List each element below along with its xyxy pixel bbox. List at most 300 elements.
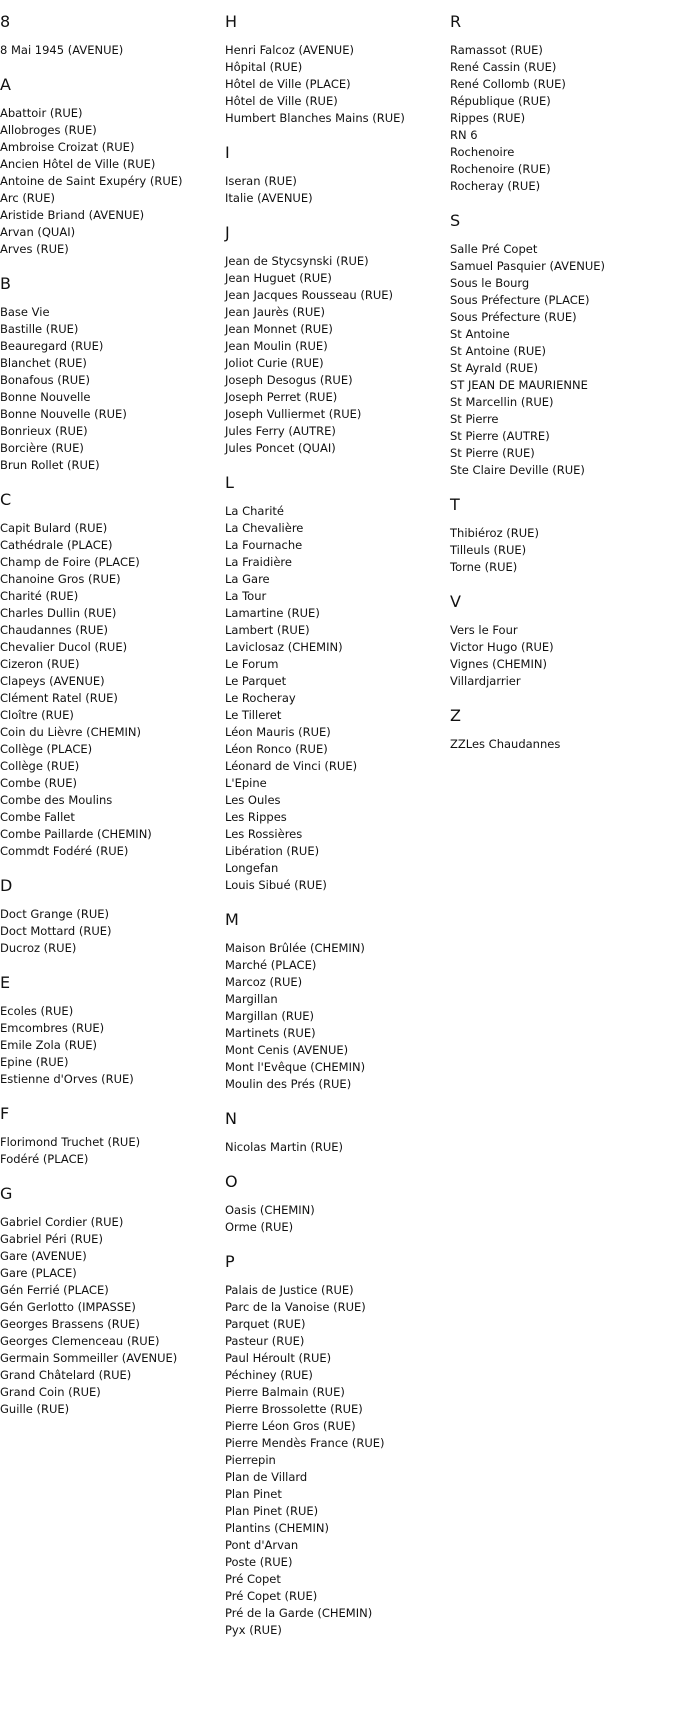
street-link[interactable]: Marcoz (RUE)	[225, 975, 303, 989]
list-item	[225, 792, 447, 809]
list-item	[225, 1605, 447, 1622]
list-item	[225, 1076, 447, 1093]
street-link[interactable]: St Pierre (AUTRE)	[450, 429, 550, 443]
street-link[interactable]: Jean de Stycsynski (RUE)	[225, 254, 369, 268]
street-link[interactable]: Oasis (CHEMIN)	[225, 1203, 315, 1217]
street-link[interactable]: St Antoine (RUE)	[450, 344, 547, 358]
street-link[interactable]: Parc de la Vanoise (RUE)	[225, 1300, 366, 1314]
list-item	[225, 843, 447, 860]
street-link[interactable]: Clément Ratel (RUE)	[0, 691, 118, 705]
street-link[interactable]: Torne (RUE)	[450, 560, 518, 574]
street-link[interactable]: Pont d'Arvan	[225, 1538, 299, 1552]
street-link[interactable]: Brun Rollet (RUE)	[0, 458, 100, 472]
street-link[interactable]: Paul Héroult (RUE)	[225, 1351, 332, 1365]
street-link[interactable]: Jean Jaurès (RUE)	[225, 305, 326, 319]
street-link[interactable]: Jean Monnet (RUE)	[225, 322, 333, 336]
street-list	[225, 1139, 447, 1156]
street-link[interactable]: Ecoles (RUE)	[0, 1004, 74, 1018]
list-item	[450, 542, 672, 559]
street-link[interactable]: Arves (RUE)	[0, 242, 69, 256]
street-link[interactable]: Germain Sommeiller (AVENUE)	[0, 1351, 178, 1365]
street-link[interactable]: Georges Brassens (RUE)	[0, 1317, 140, 1331]
list-item	[225, 826, 447, 843]
street-link[interactable]: Florimond Truchet (RUE)	[0, 1135, 141, 1149]
street-link[interactable]: Lamartine (RUE)	[225, 606, 320, 620]
list-item	[225, 673, 447, 690]
list-item	[0, 843, 222, 860]
street-link[interactable]: Pasteur (RUE)	[225, 1334, 305, 1348]
street-link[interactable]: Pierre Mendès France (RUE)	[225, 1436, 385, 1450]
list-item	[0, 372, 222, 389]
list-item	[225, 372, 447, 389]
street-link[interactable]: Péchiney (RUE)	[225, 1368, 313, 1382]
street-link[interactable]: Aristide Briand (AVENUE)	[0, 208, 145, 222]
list-item	[0, 1071, 222, 1088]
street-link[interactable]: Poste (RUE)	[225, 1555, 293, 1569]
street-link[interactable]: Plan Pinet	[225, 1487, 282, 1501]
letter-heading: M	[225, 910, 239, 929]
street-link[interactable]: Nicolas Martin (RUE)	[225, 1140, 344, 1154]
street-link[interactable]: Humbert Blanches Mains (RUE)	[225, 111, 405, 125]
street-link[interactable]: Ambroise Croizat (RUE)	[0, 140, 135, 154]
letter-group	[0, 274, 222, 474]
street-link[interactable]: Allobroges (RUE)	[0, 123, 97, 137]
list-item	[225, 338, 447, 355]
street-link[interactable]: Arvan (QUAI)	[0, 225, 76, 239]
street-list	[0, 42, 222, 59]
street-link[interactable]: Les Rossières	[225, 827, 303, 841]
street-link[interactable]: Henri Falcoz (AVENUE)	[225, 43, 354, 57]
list-item	[450, 258, 672, 275]
street-link[interactable]: Capit Bulard (RUE)	[0, 521, 108, 535]
street-link[interactable]: Pré de la Garde (CHEMIN)	[225, 1606, 373, 1620]
street-link[interactable]: St Antoine	[450, 327, 510, 341]
list-item	[225, 1469, 447, 1486]
street-link[interactable]: Marché (PLACE)	[225, 958, 317, 972]
street-link[interactable]: Joseph Vulliermet (RUE)	[225, 407, 362, 421]
street-link[interactable]: Pierre Brossolette (RUE)	[225, 1402, 363, 1416]
list-item	[225, 622, 447, 639]
street-link[interactable]: Ancien Hôtel de Ville (RUE)	[0, 157, 156, 171]
list-item	[0, 139, 222, 156]
street-link[interactable]: Guille (RUE)	[0, 1402, 70, 1416]
letter-heading: H	[225, 12, 238, 31]
street-link[interactable]: Hôtel de Ville (PLACE)	[225, 77, 351, 91]
street-link[interactable]: La Fournache	[225, 538, 303, 552]
street-link[interactable]: Hôpital (RUE)	[225, 60, 303, 74]
list-item	[225, 809, 447, 826]
list-item	[225, 76, 447, 93]
street-link[interactable]: Georges Clemenceau (RUE)	[0, 1334, 160, 1348]
list-item	[225, 304, 447, 321]
street-link[interactable]: Bonafous (RUE)	[0, 373, 90, 387]
street-link[interactable]: Clapeys (AVENUE)	[0, 674, 105, 688]
street-link[interactable]: Plan de Villard	[225, 1470, 308, 1484]
letter-heading: Z	[450, 706, 461, 725]
street-link[interactable]: RN 6	[450, 128, 478, 142]
list-item	[225, 42, 447, 59]
list-item	[225, 974, 447, 991]
street-link[interactable]: Palais de Justice (RUE)	[225, 1283, 354, 1297]
street-link[interactable]: Chaudannes (RUE)	[0, 623, 108, 637]
street-link[interactable]: Joseph Perret (RUE)	[225, 390, 338, 404]
street-link[interactable]: Plan Pinet (RUE)	[225, 1504, 319, 1518]
street-link[interactable]: Epine (RUE)	[0, 1055, 69, 1069]
street-link[interactable]: Pierre Léon Gros (RUE)	[225, 1419, 356, 1433]
street-link[interactable]: Gabriel Cordier (RUE)	[0, 1215, 124, 1229]
street-link[interactable]: Mont l'Evêque (CHEMIN)	[225, 1060, 366, 1074]
street-list	[450, 525, 672, 576]
list-item	[0, 1401, 222, 1418]
street-link[interactable]: Thibiéroz (RUE)	[450, 526, 539, 540]
list-item	[450, 622, 672, 639]
street-list	[225, 42, 447, 127]
letter-heading: F	[0, 1104, 10, 1123]
list-item	[225, 355, 447, 372]
list-item	[0, 923, 222, 940]
street-link[interactable]: Borcière (RUE)	[0, 441, 84, 455]
list-item	[225, 503, 447, 520]
street-link[interactable]: Margillan	[225, 992, 278, 1006]
street-link[interactable]: Sous Préfecture (RUE)	[450, 310, 577, 324]
letter-group	[450, 12, 672, 195]
list-item	[225, 406, 447, 423]
street-link[interactable]: Léonard de Vinci (RUE)	[225, 759, 358, 773]
list-item	[450, 394, 672, 411]
list-item	[225, 253, 447, 270]
street-link[interactable]: Grand Châtelard (RUE)	[0, 1368, 132, 1382]
street-link[interactable]: Vers le Four	[450, 623, 518, 637]
list-item	[450, 275, 672, 292]
street-link[interactable]: Le Parquet	[225, 674, 287, 688]
letter-heading: O	[225, 1172, 238, 1191]
street-link[interactable]: L'Epine	[225, 776, 267, 790]
list-item	[225, 190, 447, 207]
list-item	[450, 127, 672, 144]
street-link[interactable]: La Chevalière	[225, 521, 304, 535]
letter-group	[225, 1109, 447, 1156]
street-link[interactable]: Le Forum	[225, 657, 279, 671]
street-list	[450, 241, 672, 479]
street-link[interactable]: Margillan (RUE)	[225, 1009, 315, 1023]
list-item	[450, 309, 672, 326]
list-item	[450, 241, 672, 258]
street-link[interactable]: Léon Ronco (RUE)	[225, 742, 328, 756]
street-link[interactable]: Louis Sibué (RUE)	[225, 878, 327, 892]
street-link[interactable]: René Collomb (RUE)	[450, 77, 566, 91]
list-item	[450, 377, 672, 394]
street-link[interactable]: Base Vie	[0, 305, 50, 319]
street-link[interactable]: Arc (RUE)	[0, 191, 55, 205]
list-item	[450, 161, 672, 178]
street-link[interactable]: Pyx (RUE)	[225, 1623, 282, 1637]
list-item	[0, 724, 222, 741]
street-link[interactable]: Gare (PLACE)	[0, 1266, 77, 1280]
street-link[interactable]: Grand Coin (RUE)	[0, 1385, 101, 1399]
street-link[interactable]: Gare (AVENUE)	[0, 1249, 87, 1263]
list-item	[0, 1333, 222, 1350]
list-item	[0, 520, 222, 537]
list-item	[225, 93, 447, 110]
list-item	[225, 520, 447, 537]
street-link[interactable]: Chevalier Ducol (RUE)	[0, 640, 128, 654]
letter-heading: A	[0, 75, 11, 94]
street-link[interactable]: St Pierre	[450, 412, 499, 426]
street-link[interactable]: Les Rippes	[225, 810, 287, 824]
street-link[interactable]: Ramassot (RUE)	[450, 43, 543, 57]
street-link[interactable]: Pré Copet (RUE)	[225, 1589, 318, 1603]
street-link[interactable]: Plantins (CHEMIN)	[225, 1521, 329, 1535]
street-link[interactable]: Blanchet (RUE)	[0, 356, 87, 370]
street-link[interactable]: Pierre Balmain (RUE)	[225, 1385, 345, 1399]
list-item	[225, 537, 447, 554]
street-link[interactable]: Victor Hugo (RUE)	[450, 640, 554, 654]
list-item	[450, 656, 672, 673]
street-link[interactable]: Rochenoire (RUE)	[450, 162, 551, 176]
list-item	[0, 173, 222, 190]
list-item	[225, 1452, 447, 1469]
street-link[interactable]: République (RUE)	[450, 94, 551, 108]
street-list	[225, 253, 447, 457]
list-item	[450, 525, 672, 542]
list-item	[0, 571, 222, 588]
letter-heading: C	[0, 490, 12, 509]
list-item	[225, 1219, 447, 1236]
list-item	[0, 1316, 222, 1333]
letter-group	[0, 876, 222, 957]
list-item	[0, 605, 222, 622]
index-column-3	[450, 12, 672, 769]
letter-heading: N	[225, 1109, 237, 1128]
street-link[interactable]: Orme (RUE)	[225, 1220, 294, 1234]
street-list	[450, 42, 672, 195]
street-link[interactable]: Coin du Lièvre (CHEMIN)	[0, 725, 141, 739]
street-link[interactable]: Doct Grange (RUE)	[0, 907, 110, 921]
street-link[interactable]: Moulin des Prés (RUE)	[225, 1077, 352, 1091]
street-link[interactable]: Rocheray (RUE)	[450, 179, 541, 193]
list-item	[0, 758, 222, 775]
list-item	[0, 406, 222, 423]
street-link[interactable]: La Charité	[225, 504, 284, 518]
list-item	[0, 1231, 222, 1248]
street-link[interactable]: Bastille (RUE)	[0, 322, 79, 336]
street-link[interactable]: Joseph Desogus (RUE)	[225, 373, 353, 387]
street-link[interactable]: Fodéré (PLACE)	[0, 1152, 89, 1166]
letter-group	[225, 12, 447, 127]
list-item	[225, 59, 447, 76]
street-list	[225, 1202, 447, 1236]
street-link[interactable]: Estienne d'Orves (RUE)	[0, 1072, 134, 1086]
street-link[interactable]: Vignes (CHEMIN)	[450, 657, 547, 671]
list-item	[0, 639, 222, 656]
list-item	[225, 270, 447, 287]
street-link[interactable]: Combe Paillarde (CHEMIN)	[0, 827, 152, 841]
street-link[interactable]: La Fraidière	[225, 555, 292, 569]
street-link[interactable]: Le Rocheray	[225, 691, 296, 705]
street-link[interactable]: Italie (AVENUE)	[225, 191, 313, 205]
list-item	[225, 1571, 447, 1588]
street-link[interactable]: Rippes (RUE)	[450, 111, 526, 125]
street-link[interactable]: Salle Pré Copet	[450, 242, 538, 256]
list-item	[0, 792, 222, 809]
street-link[interactable]: Sous Préfecture (PLACE)	[450, 293, 590, 307]
index-column-2	[225, 12, 447, 1655]
street-link[interactable]: Bonne Nouvelle	[0, 390, 91, 404]
street-link[interactable]: Villardjarrier	[450, 674, 521, 688]
list-item	[0, 156, 222, 173]
street-link[interactable]: Libération (RUE)	[225, 844, 320, 858]
street-link[interactable]: Jean Jacques Rousseau (RUE)	[225, 288, 394, 302]
list-item	[225, 1042, 447, 1059]
street-list	[0, 1003, 222, 1088]
street-link[interactable]: Charles Dullin (RUE)	[0, 606, 117, 620]
list-item	[0, 1134, 222, 1151]
list-item	[0, 906, 222, 923]
street-link[interactable]: Ducroz (RUE)	[0, 941, 77, 955]
letter-group	[225, 910, 447, 1093]
street-link[interactable]: Collège (RUE)	[0, 759, 80, 773]
street-link[interactable]: Cizeron (RUE)	[0, 657, 80, 671]
street-link[interactable]: Joliot Curie (RUE)	[225, 356, 324, 370]
list-item	[450, 178, 672, 195]
street-link[interactable]: Martinets (RUE)	[225, 1026, 316, 1040]
list-item	[450, 59, 672, 76]
list-item	[450, 639, 672, 656]
street-link[interactable]: Parquet (RUE)	[225, 1317, 306, 1331]
street-link[interactable]: Mont Cenis (AVENUE)	[225, 1043, 349, 1057]
street-link[interactable]: La Gare	[225, 572, 270, 586]
letter-heading: T	[450, 495, 460, 514]
street-link[interactable]: Antoine de Saint Exupéry (RUE)	[0, 174, 183, 188]
list-item	[225, 741, 447, 758]
street-link[interactable]: Emcombres (RUE)	[0, 1021, 105, 1035]
list-item	[0, 707, 222, 724]
street-link[interactable]: Pré Copet	[225, 1572, 281, 1586]
list-item	[225, 554, 447, 571]
street-link[interactable]: La Tour	[225, 589, 267, 603]
letter-heading: J	[225, 223, 230, 242]
street-link[interactable]: Laviclosaz (CHEMIN)	[225, 640, 343, 654]
street-link[interactable]: Ste Claire Deville (RUE)	[450, 463, 585, 477]
street-link[interactable]: Lambert (RUE)	[225, 623, 310, 637]
street-link[interactable]: Combe (RUE)	[0, 776, 77, 790]
street-link[interactable]: Jules Ferry (AUTRE)	[225, 424, 336, 438]
street-link[interactable]: ST JEAN DE MAURIENNE	[450, 378, 588, 392]
street-link[interactable]: Gén Ferrié (PLACE)	[0, 1283, 109, 1297]
street-link[interactable]: Commdt Fodéré (RUE)	[0, 844, 129, 858]
street-link[interactable]: Doct Mottard (RUE)	[0, 924, 112, 938]
street-link[interactable]: Abattoir (RUE)	[0, 106, 83, 120]
street-link[interactable]: Charité (RUE)	[0, 589, 79, 603]
list-item	[450, 462, 672, 479]
list-item	[0, 656, 222, 673]
list-item	[225, 605, 447, 622]
street-link[interactable]: Sous le Bourg	[450, 276, 530, 290]
street-link[interactable]: Combe des Moulins	[0, 793, 113, 807]
list-item	[0, 224, 222, 241]
street-link[interactable]: Combe Fallet	[0, 810, 75, 824]
street-link[interactable]: Cathédrale (PLACE)	[0, 538, 113, 552]
street-link[interactable]: Collège (PLACE)	[0, 742, 93, 756]
list-item	[225, 1059, 447, 1076]
letter-group	[225, 1252, 447, 1639]
street-link[interactable]: 8 Mai 1945 (AVENUE)	[0, 43, 124, 57]
street-link[interactable]: St Ayrald (RUE)	[450, 361, 538, 375]
street-link[interactable]: Gén Gerlotto (IMPASSE)	[0, 1300, 136, 1314]
street-list	[0, 304, 222, 474]
list-item	[0, 355, 222, 372]
list-item	[0, 554, 222, 571]
street-link[interactable]: Bonrieux (RUE)	[0, 424, 88, 438]
street-link[interactable]: St Pierre (RUE)	[450, 446, 535, 460]
street-link[interactable]: Hôtel de Ville (RUE)	[225, 94, 338, 108]
street-link[interactable]: Beauregard (RUE)	[0, 339, 104, 353]
list-item	[450, 93, 672, 110]
list-item	[225, 957, 447, 974]
letter-heading: S	[450, 211, 461, 230]
letter-group	[225, 1172, 447, 1236]
street-link[interactable]: Samuel Pasquier (AVENUE)	[450, 259, 605, 273]
street-link[interactable]: Tilleuls (RUE)	[450, 543, 527, 557]
list-item	[0, 741, 222, 758]
list-item	[0, 588, 222, 605]
list-item	[0, 1367, 222, 1384]
street-link[interactable]: Pierrepin	[225, 1453, 276, 1467]
street-link[interactable]: Jean Huguet (RUE)	[225, 271, 332, 285]
list-item	[225, 321, 447, 338]
list-item	[0, 809, 222, 826]
street-link[interactable]: Iseran (RUE)	[225, 174, 297, 188]
street-link[interactable]: Chanoine Gros (RUE)	[0, 572, 121, 586]
street-link[interactable]: Rochenoire	[450, 145, 515, 159]
list-item	[225, 1401, 447, 1418]
street-link[interactable]: Champ de Foire (PLACE)	[0, 555, 140, 569]
street-link[interactable]: Les Oules	[225, 793, 281, 807]
letter-group	[0, 490, 222, 860]
letter-group	[0, 973, 222, 1088]
list-item	[225, 1282, 447, 1299]
list-item	[225, 707, 447, 724]
list-item	[450, 76, 672, 93]
street-link[interactable]: Cloître (RUE)	[0, 708, 74, 722]
street-link[interactable]: Jean Moulin (RUE)	[225, 339, 328, 353]
list-item	[225, 1537, 447, 1554]
list-item	[0, 457, 222, 474]
letter-heading: 8	[0, 12, 11, 31]
street-link[interactable]: Longefan	[225, 861, 279, 875]
street-link[interactable]: Le Tilleret	[225, 708, 282, 722]
street-link[interactable]: Jules Poncet (QUAI)	[225, 441, 336, 455]
list-item	[0, 1384, 222, 1401]
street-list	[225, 940, 447, 1093]
street-link[interactable]: ZZLes Chaudannes	[450, 737, 561, 751]
list-item	[0, 537, 222, 554]
street-list	[0, 520, 222, 860]
list-item	[0, 190, 222, 207]
street-link[interactable]: René Cassin (RUE)	[450, 60, 557, 74]
street-link[interactable]: St Marcellin (RUE)	[450, 395, 554, 409]
list-item	[0, 673, 222, 690]
street-link[interactable]: Léon Mauris (RUE)	[225, 725, 331, 739]
letter-heading: D	[0, 876, 13, 895]
list-item	[225, 940, 447, 957]
street-link[interactable]: Bonne Nouvelle (RUE)	[0, 407, 127, 421]
street-link[interactable]: Gabriel Péri (RUE)	[0, 1232, 103, 1246]
street-link[interactable]: Maison Brûlée (CHEMIN)	[225, 941, 365, 955]
street-link[interactable]: Emile Zola (RUE)	[0, 1038, 98, 1052]
street-list	[225, 1282, 447, 1639]
list-item	[225, 877, 447, 894]
